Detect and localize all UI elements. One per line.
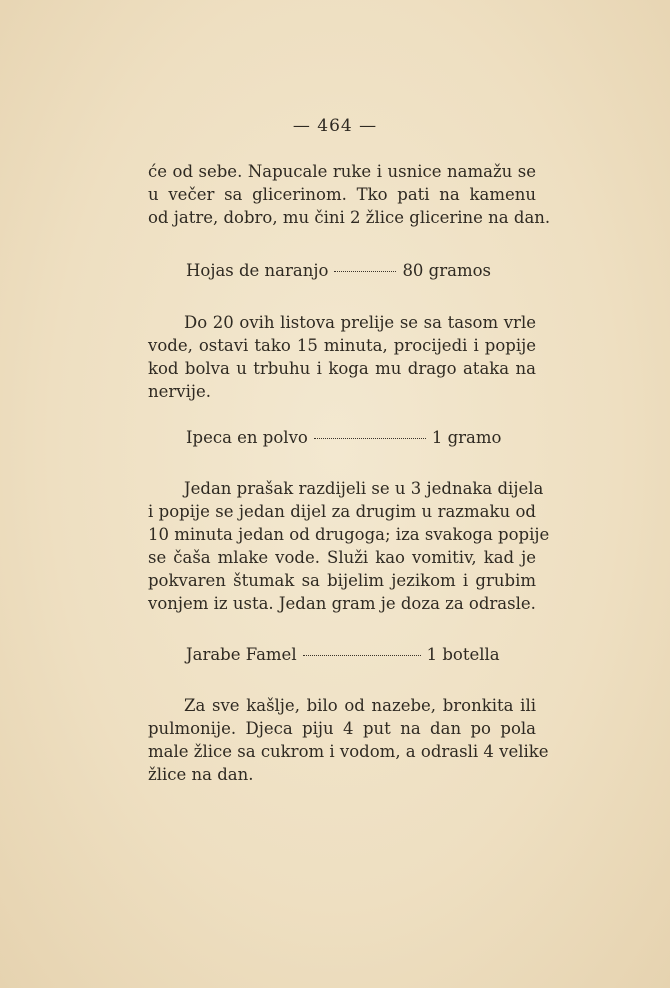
recipe-ipeca-en-polvo (186, 428, 516, 447)
recipe-name: Jarabe Famel (186, 645, 297, 664)
text-line: i popije se jedan dijel za drugim u razmaku od (148, 502, 536, 521)
recipe-jarabe-famel (186, 645, 516, 664)
text-line: u večer sa glicerinom. Tko pati na kamenu (148, 185, 536, 204)
text-line: pulmonije. Djeca piju 4 put na dan po pola (148, 719, 536, 738)
text-line: se čaša mlake vode. Služi kao vomitiv, kad je (148, 548, 536, 567)
recipe-name: Ipeca en polvo (186, 428, 308, 447)
paragraph-1 (148, 160, 551, 229)
text-line: od jatre, dobro, mu čini 2 žlice glicerine na dan. (148, 208, 551, 227)
recipe-name: Hojas de naranjo (186, 261, 329, 280)
recipe-amount: 1 botella (426, 645, 500, 664)
text-line: žlice na dan. (148, 765, 254, 784)
text-line: će od sebe. Napucale ruke i usnice namažu se (148, 162, 536, 181)
dot-leader (314, 437, 426, 439)
recipe-hojas-de-naranjo (186, 261, 516, 280)
recipe-amount: 1 gramo (431, 428, 502, 447)
text-line: Za sve kašlje, bilo od nazebe, bronkita ili (184, 696, 536, 715)
recipe-amount: 80 gramos (402, 261, 492, 280)
text-line: nervije. (148, 382, 212, 401)
text-line: male žlice sa cukrom i vodom, a odrasli 4 velike (148, 742, 549, 761)
text-line: vode, ostavi tako 15 minuta, procijedi i popije (148, 336, 536, 355)
paragraph-4 (148, 694, 549, 786)
paragraph-3 (148, 477, 550, 615)
page-number: — 464 — (292, 116, 378, 136)
text-line: vonjem iz usta. Jedan gram je doza za odrasle. (148, 594, 536, 613)
paragraph-2 (148, 311, 536, 403)
dot-leader (303, 654, 421, 656)
text-line: Do 20 ovih listova prelije se sa tasom vrle (184, 313, 536, 332)
text-line: pokvaren štumak sa bijelim jezikom i grubim (148, 571, 536, 590)
text-line: kod bolva u trbuhu i koga mu drago ataka na (148, 359, 536, 378)
text-line: Jedan prašak razdijeli se u 3 jednaka dijela (184, 479, 544, 498)
text-line: 10 minuta jedan od drugoga; iza svakoga popije (148, 525, 550, 544)
dot-leader (334, 270, 396, 272)
